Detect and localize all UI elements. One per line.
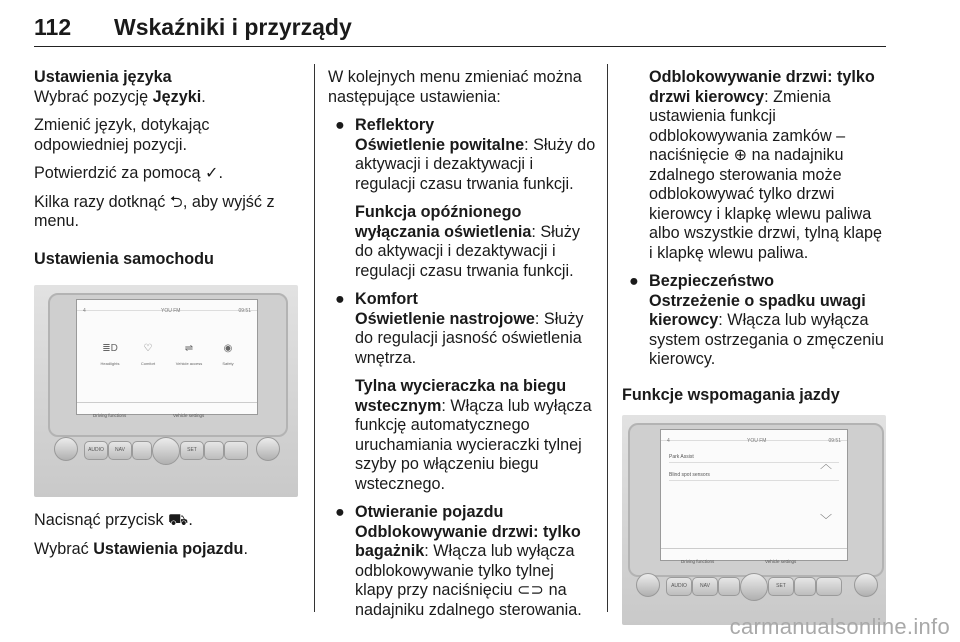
section-heading: Funkcje wspomagania jazdy bbox=[622, 385, 840, 404]
status-bar: 4 YOU FM 09:51 bbox=[77, 300, 257, 311]
display-screen bbox=[76, 299, 258, 418]
hazard-button bbox=[54, 437, 78, 461]
paragraph: Kilka razy dotknąć ⮌, aby wyjść z menu. bbox=[34, 192, 275, 230]
headlight-icon: ≣D Headlights bbox=[100, 343, 120, 366]
paragraph: W kolejnych menu zmieniać można następujące ustawienia: bbox=[328, 68, 582, 106]
unlock-icon: ⊕ bbox=[733, 146, 748, 164]
column-divider bbox=[314, 64, 315, 612]
column-3 bbox=[622, 68, 890, 625]
list-subitem: Odblokowywanie drzwi: tylko drzwi kierowcy: Zmienia ustawienia funkcji odblokowywania zamków – naciśnięcie ⊕ na nadajniku zdalnego sterowania może odblokowywać tylko drzwi kierowcy i klapkę wlewu paliwa albo wszystkie drzwi, tylną klapę i klapkę wlewu paliwa. bbox=[649, 68, 883, 262]
comfort-icon: ♡ Comfort bbox=[140, 343, 156, 366]
list-subitem: Oświetlenie powitalne: Służy do aktywacji i dezaktywacji i regulacji czasu trwania funkcji. bbox=[355, 135, 596, 193]
page-title: Wskaźniki i przyrządy bbox=[114, 14, 352, 40]
power-knob bbox=[256, 437, 280, 461]
list-item: ● Otwieranie pojazdu bbox=[335, 503, 504, 521]
column-divider bbox=[607, 64, 608, 612]
status-bar: 4 YOU FM 09:51 bbox=[661, 430, 847, 441]
vehicle-settings-screen-image: 4 YOU FM 09:51 ≣D Headlights ♡ Comfort ⇌ Vehicle access ◉ Safety Driving functions Vehicle settings AUDIO NAV SET bbox=[34, 285, 298, 497]
chevron-down-icon: ﹀ bbox=[820, 513, 833, 527]
key-fob-icon: ⊂⊃ bbox=[516, 581, 545, 599]
chevron-up-icon: ︿ bbox=[820, 457, 833, 471]
screen-tabs: Driving functions Vehicle settings bbox=[77, 402, 257, 414]
hazard-button bbox=[636, 573, 660, 597]
display-screen bbox=[660, 429, 848, 564]
list-item: ● Reflektory bbox=[335, 116, 435, 134]
list-subitem: Tylna wycieraczka na biegu wstecznym: Włącza lub wyłącza funkcję automatycznego uruchamiania wycieraczki tylnej szyby po włączeniu biegu wstecznego. bbox=[355, 377, 592, 493]
section-heading: Ustawienia języka bbox=[34, 68, 172, 86]
paragraph: Zmienić język, dotykając odpowiedniej pozycji. bbox=[34, 116, 210, 154]
settings-row: Blind spot sensors bbox=[669, 466, 839, 481]
watermark: carmanualsonline.info bbox=[729, 614, 950, 639]
back-icon: ⮌ bbox=[169, 192, 183, 211]
page-header bbox=[34, 12, 886, 47]
column-2 bbox=[328, 68, 596, 629]
list-subitem: Ostrzeżenie o spadku uwagi kierowcy: Włącza lub wyłącza system ostrzegania o zmęczeniu kierowcy. bbox=[649, 291, 884, 368]
list-subitem: Odblokowywanie drzwi: tylko bagażnik: Włącza lub wyłącza odblokowywanie tylko tylnej klapy przy naciśnięciu ⊂⊃ na nadajniku zdalnego sterowania. bbox=[355, 522, 582, 619]
check-icon: ✓ bbox=[204, 164, 219, 182]
page-number: 112 bbox=[34, 14, 72, 40]
driving-functions-screen-image: 4 YOU FM 09:51 Park Assist Blind spot sensors Driving functions Vehicle settings ︿ ﹀ AUDIO NAV SET bbox=[622, 415, 886, 625]
vehicle-access-icon: ⇌ Vehicle access bbox=[175, 343, 203, 366]
car-icon: ⛟ bbox=[168, 511, 189, 529]
paragraph: Wybrać Ustawienia pojazdu. bbox=[34, 539, 248, 558]
safety-icon: ◉ Safety bbox=[222, 343, 234, 366]
list-item: ● Bezpieczeństwo bbox=[629, 272, 775, 290]
power-knob bbox=[854, 573, 878, 597]
settings-row: Park Assist bbox=[669, 448, 839, 463]
list-subitem: Funkcja opóźnionego wyłączania oświetlenia: Służy do aktywacji i dezaktywacji i regulacji czasu trwania funkcji. bbox=[355, 203, 580, 280]
column-1 bbox=[34, 68, 302, 568]
section-heading: Ustawienia samochodu bbox=[34, 249, 214, 268]
paragraph: Wybrać pozycję Języki. bbox=[34, 87, 206, 106]
list-item: ● Komfort bbox=[335, 290, 418, 308]
screen-tabs: Driving functions Vehicle settings bbox=[661, 548, 847, 560]
paragraph: Potwierdzić za pomocą ✓. bbox=[34, 164, 224, 182]
list-subitem: Oświetlenie nastrojowe: Służy do regulacji jasność oświetlenia wnętrza. bbox=[355, 309, 584, 367]
paragraph: Nacisnąć przycisk ⛟. bbox=[34, 511, 193, 529]
